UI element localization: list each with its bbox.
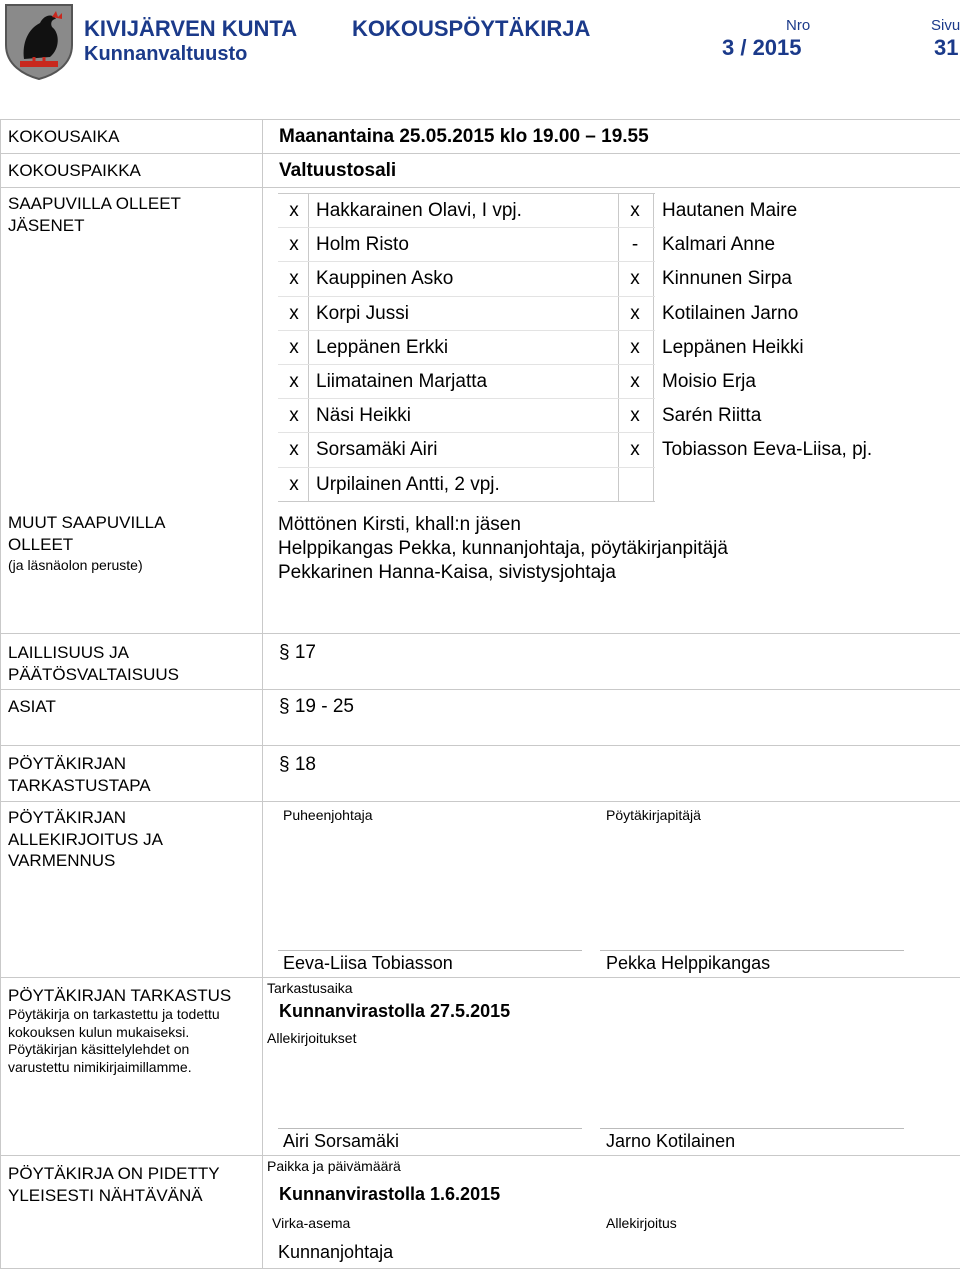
attendance-mark: x	[630, 268, 640, 289]
attendance-mark: x	[289, 337, 299, 358]
member-name: Leppänen Erkki	[316, 337, 449, 358]
public-signature-caption: Allekirjoitus	[606, 1215, 677, 1231]
signing-label: PÖYTÄKIRJAN ALLEKIRJOITUS JA VARMENNUS	[8, 808, 163, 870]
attendance-mark: x	[630, 371, 640, 392]
municipality-name: KIVIJÄRVEN KUNTA	[84, 16, 298, 41]
meeting-place-value: Valtuustosali	[279, 160, 397, 181]
coat-of-arms-logo	[4, 3, 74, 81]
divider	[0, 153, 960, 154]
divider	[262, 119, 263, 1269]
divider	[653, 193, 654, 501]
attendance-mark: x	[630, 337, 640, 358]
divider	[0, 119, 960, 120]
divider	[278, 501, 655, 502]
signature-line	[278, 950, 582, 951]
secretary-name: Pekka Helppikangas	[606, 953, 771, 973]
page-value: 31	[934, 35, 959, 60]
attendance-mark: -	[631, 234, 639, 255]
page-label: Sivu	[931, 17, 960, 34]
meeting-time-label: KOKOUSAIKA	[8, 127, 120, 146]
divider	[618, 193, 619, 501]
chair-name: Eeva-Liisa Tobiasson	[283, 953, 453, 973]
member-name: Holm Risto	[316, 234, 409, 255]
public-place-value: Kunnanvirastolla 1.6.2015	[279, 1184, 501, 1204]
member-name: Liimatainen Marjatta	[316, 371, 488, 392]
others-list	[278, 513, 728, 585]
attendance-mark: x	[630, 405, 640, 426]
divider	[0, 689, 960, 690]
attendance-mark: x	[289, 234, 299, 255]
divider	[278, 364, 655, 365]
others-line: Helppikangas Pekka, kunnanjohtaja, pöytäkirjanpitäjä	[278, 538, 728, 559]
number-label: Nro	[786, 17, 811, 34]
divider	[278, 467, 655, 468]
divider	[0, 977, 960, 978]
attendance-mark: x	[289, 371, 299, 392]
divider	[0, 1155, 960, 1156]
member-name: Urpilainen Antti, 2 vpj.	[316, 474, 500, 495]
attendance-mark: x	[630, 200, 640, 221]
matters-label: ASIAT	[8, 697, 56, 716]
attendance-mark: x	[289, 474, 299, 495]
member-name: Sarén Riitta	[662, 405, 762, 426]
divider	[278, 296, 655, 297]
review-signatures-caption: Allekirjoitukset	[267, 1030, 357, 1046]
member-name: Sorsamäki Airi	[316, 439, 438, 460]
check-method-label: PÖYTÄKIRJAN TARKASTUSTAPA	[8, 754, 151, 795]
body-name: Kunnanvaltuusto	[84, 43, 248, 65]
signature-line	[600, 950, 904, 951]
divider	[278, 261, 655, 262]
divider	[278, 227, 655, 228]
document-type: KOKOUSPÖYTÄKIRJA	[352, 16, 591, 41]
attendance-mark: x	[289, 405, 299, 426]
check-method-section: § 18	[279, 754, 316, 775]
divider	[278, 432, 655, 433]
matters-section: § 19 - 25	[279, 696, 354, 717]
review-time-value: Kunnanvirastolla 27.5.2015	[279, 1001, 511, 1021]
divider	[0, 745, 960, 746]
member-name: Moisio Erja	[662, 371, 756, 392]
divider	[278, 330, 655, 331]
signature-line	[278, 1128, 582, 1129]
review-note: Pöytäkirja on tarkastettu ja todettu kokouksen kulun mukaiseksi. Pöytäkirjan käsittelylehdet on varustettu nimikirjaimillamme.	[8, 1006, 220, 1075]
others-line: Möttönen Kirsti, khall:n jäsen	[278, 514, 521, 535]
public-label: PÖYTÄKIRJA ON PIDETTY YLEISESTI NÄHTÄVÄNÄ	[8, 1164, 220, 1205]
member-name: Korpi Jussi	[316, 303, 409, 324]
member-name: Hautanen Maire	[662, 200, 798, 221]
divider	[0, 187, 960, 188]
members-label: SAAPUVILLA OLLEET JÄSENET	[8, 194, 181, 235]
public-position-value: Kunnanjohtaja	[278, 1242, 394, 1262]
member-name: Kotilainen Jarno	[662, 303, 799, 324]
divider	[0, 1268, 960, 1269]
member-name: Näsi Heikki	[316, 405, 412, 426]
legality-section: § 17	[279, 642, 316, 663]
member-name: Kinnunen Sirpa	[662, 268, 792, 289]
member-name: Hakkarainen Olavi, I vpj.	[316, 200, 522, 221]
meeting-place-label: KOKOUSPAIKKA	[8, 161, 141, 180]
review-signer-1: Airi Sorsamäki	[283, 1131, 400, 1151]
public-place-caption: Paikka ja päivämäärä	[267, 1158, 401, 1174]
attendance-mark: x	[289, 268, 299, 289]
attendance-mark: x	[289, 303, 299, 324]
member-name: Kauppinen Asko	[316, 268, 454, 289]
review-time-caption: Tarkastusaika	[267, 980, 353, 996]
attendance-mark: x	[630, 439, 640, 460]
attendance-mark: x	[630, 303, 640, 324]
divider	[0, 119, 1, 1269]
attendance-mark: x	[289, 200, 299, 221]
divider	[278, 193, 655, 194]
secretary-caption: Pöytäkirjapitäjä	[606, 807, 701, 823]
divider	[308, 193, 309, 501]
divider	[0, 633, 960, 634]
divider	[278, 398, 655, 399]
others-label: MUUT SAAPUVILLA OLLEET (ja läsnäolon peruste)	[8, 513, 166, 573]
divider	[0, 801, 960, 802]
chair-caption: Puheenjohtaja	[283, 807, 373, 823]
review-label: PÖYTÄKIRJAN TARKASTUS	[8, 986, 232, 1005]
number-value: 3 / 2015	[722, 35, 802, 60]
public-position-caption: Virka-asema	[272, 1215, 351, 1231]
meeting-time-value: Maanantaina 25.05.2015 klo 19.00 – 19.55	[279, 126, 649, 147]
review-signer-2: Jarno Kotilainen	[606, 1131, 736, 1151]
member-name: Leppänen Heikki	[662, 337, 804, 358]
member-name: Kalmari Anne	[662, 234, 776, 255]
member-name: Tobiasson Eeva-Liisa, pj.	[662, 439, 873, 460]
legality-label: LAILLISUUS JA PÄÄTÖSVALTAISUUS	[8, 643, 179, 684]
others-line: Pekkarinen Hanna-Kaisa, sivistysjohtaja	[278, 562, 616, 583]
attendance-mark: x	[289, 439, 299, 460]
signature-line	[600, 1128, 904, 1129]
